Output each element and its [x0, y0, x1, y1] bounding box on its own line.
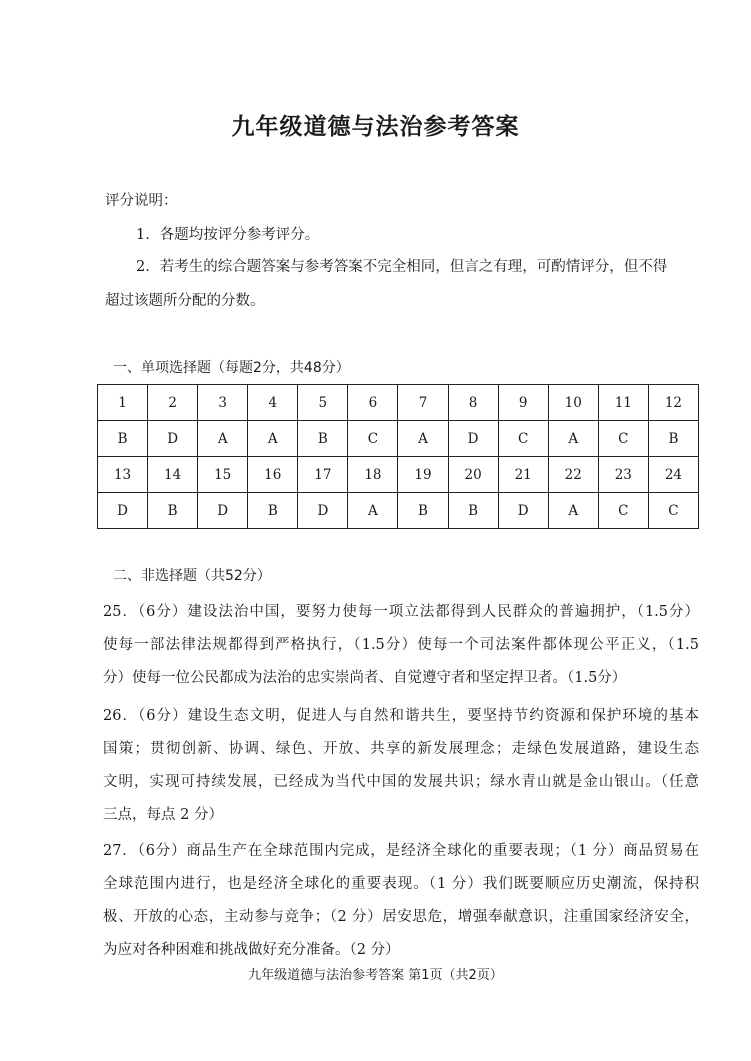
table-cell: 22	[548, 457, 598, 493]
table-cell: C	[498, 421, 548, 457]
question-27-answer	[103, 835, 699, 967]
table-cell: D	[498, 493, 548, 529]
table-cell: A	[198, 421, 248, 457]
grading-heading: 评分说明：	[105, 193, 178, 209]
table-cell: 24	[648, 457, 698, 493]
table-row-answers-2	[98, 493, 699, 529]
grading-item-2-line-1: 2．若考生的综合题答案与参考答案不完全相同，但言之有理，可酌情评分，但不得	[136, 259, 668, 275]
table-cell: 11	[598, 385, 648, 421]
table-cell: B	[648, 421, 698, 457]
answer-line: 使每一部法律法规都得到严格执行，（1.5分）使每一个司法案件都体现公平正义，（1.5	[103, 637, 699, 653]
answer-line: 26．（6分）建设生态文明，促进人与自然和谐共生，要坚持节约资源和保护环境的基本	[103, 708, 699, 724]
table-cell: 5	[298, 385, 348, 421]
question-26-answer	[103, 700, 699, 832]
table-cell: C	[348, 421, 398, 457]
table-cell: D	[298, 493, 348, 529]
answer-line: 27．（6分）商品生产在全球范围内完成，是经济全球化的重要表现；（1 分）商品贸易在	[103, 843, 699, 859]
table-row-answers-1	[98, 421, 699, 457]
table-cell: D	[448, 421, 498, 457]
answer-line: 三点，每点 2 分）	[103, 807, 223, 823]
table-row-question-numbers-2	[98, 457, 699, 493]
table-cell: 12	[648, 385, 698, 421]
table-cell: B	[98, 421, 148, 457]
table-cell: 6	[348, 385, 398, 421]
table-cell: 18	[348, 457, 398, 493]
table-cell: C	[648, 493, 698, 529]
table-cell: 7	[398, 385, 448, 421]
answer-line: 为应对各种困难和挑战做好充分准备。（2 分）	[103, 942, 400, 958]
table-cell: A	[548, 421, 598, 457]
grading-item-2-line-2: 超过该题所分配的分数。	[105, 293, 265, 309]
table-cell: 20	[448, 457, 498, 493]
table-cell: 23	[598, 457, 648, 493]
table-cell: A	[548, 493, 598, 529]
answer-table	[97, 384, 699, 529]
table-cell: 8	[448, 385, 498, 421]
table-cell: 15	[198, 457, 248, 493]
table-cell: 4	[248, 385, 298, 421]
table-cell: A	[248, 421, 298, 457]
answer-line: 国策；贯彻创新、协调、绿色、开放、共享的新发展理念；走绿色发展道路，建设生态	[103, 741, 699, 757]
table-cell: 17	[298, 457, 348, 493]
section-1-heading: 一、单项选择题（每题2分，共48分）	[113, 360, 350, 376]
table-cell: B	[148, 493, 198, 529]
answer-line: 全球范围内进行，也是经济全球化的重要表现。（1 分）我们既要顺应历史潮流，保持积	[103, 876, 699, 892]
table-cell: 13	[98, 457, 148, 493]
grading-item-1: 1．各题均按评分参考评分。	[136, 227, 320, 243]
table-cell: A	[348, 493, 398, 529]
table-cell: 21	[498, 457, 548, 493]
table-cell: D	[98, 493, 148, 529]
table-cell: 10	[548, 385, 598, 421]
table-cell: 1	[98, 385, 148, 421]
table-cell: B	[248, 493, 298, 529]
table-cell: A	[398, 421, 448, 457]
answer-line: 分）使每一位公民都成为法治的忠实崇尚者、自觉遵守者和坚定捍卫者。（1.5分）	[103, 670, 627, 686]
table-cell: 3	[198, 385, 248, 421]
table-cell: C	[598, 421, 648, 457]
answer-line: 25．（6分）建设法治中国，要努力使每一项立法都得到人民群众的普遍拥护，（1.5分）	[103, 604, 699, 620]
table-cell: B	[448, 493, 498, 529]
question-25-answer	[103, 596, 699, 695]
table-cell: D	[148, 421, 198, 457]
table-cell: B	[398, 493, 448, 529]
table-cell: 9	[498, 385, 548, 421]
table-cell: B	[298, 421, 348, 457]
page-title: 九年级道德与法治参考答案	[231, 114, 520, 140]
table-cell: 2	[148, 385, 198, 421]
table-cell: D	[198, 493, 248, 529]
table-cell: C	[598, 493, 648, 529]
table-cell: 14	[148, 457, 198, 493]
table-row-question-numbers-1	[98, 385, 699, 421]
table-cell: 19	[398, 457, 448, 493]
answer-line: 极、开放的心态，主动参与竞争；（2 分）居安思危，增强奉献意识，注重国家经济安全，	[103, 909, 699, 925]
answer-line: 文明，实现可持续发展，已经成为当代中国的发展共识；绿水青山就是金山银山。（任意	[103, 774, 699, 790]
table-cell: 16	[248, 457, 298, 493]
section-2-heading: 二、非选择题（共52分）	[113, 568, 271, 584]
page-footer: 九年级道德与法治参考答案 第1页（共2页）	[248, 968, 503, 983]
